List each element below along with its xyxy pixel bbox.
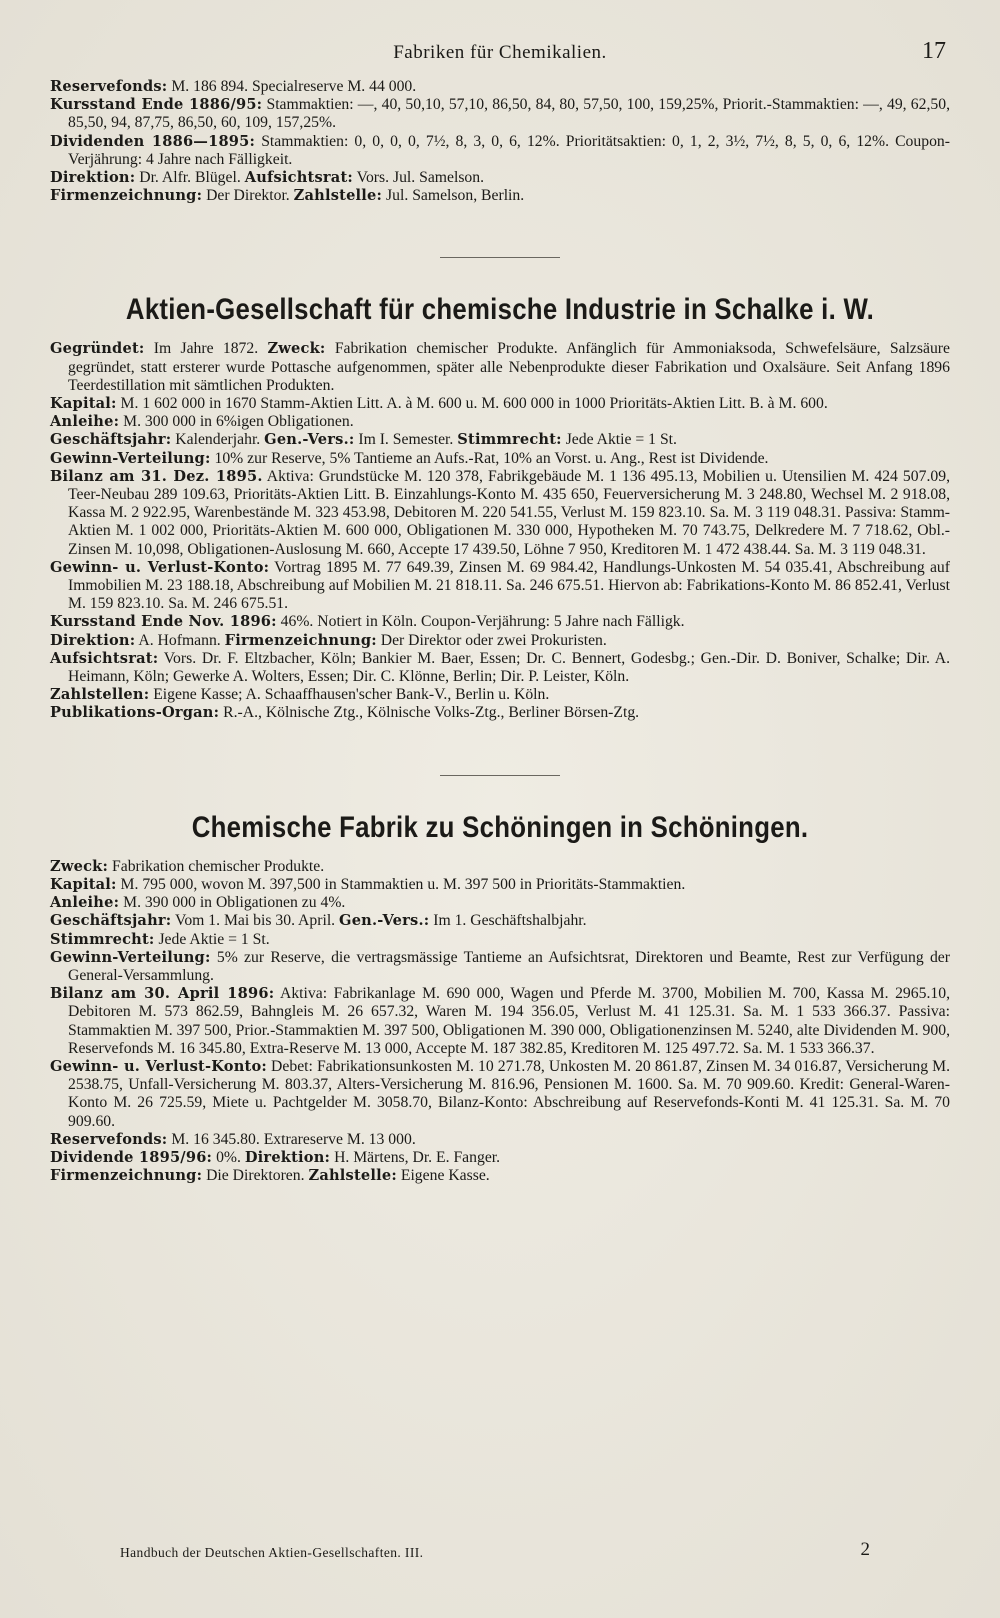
company-entries-schalke	[50, 340, 950, 722]
company-title-schalke: Aktien-Gesellschaft für chemische Industrie in Schalke i. W.	[125, 293, 875, 327]
footer-source: Handbuch der Deutschen Aktien-Gesellschaften. III.	[120, 1545, 424, 1560]
entry-kapital: Kapital: M. 1 602 000 in 1670 Stamm-Aktien Litt. A. à M. 600 u. M. 600 000 in 1000 Prioritäts-Aktien Litt. B. à M. 600.	[50, 395, 828, 413]
entry-gewinn-verlust: Gewinn- u. Verlust-Konto: Debet: Fabrikationsunkosten M. 10 271.78, Unkosten M. 20 861.87, Zinsen M. 34 016.87, Versicherung M. 2538.75, Unfall-Versicherung M. 803.37, Alters-Versicherung M. 816.96, Pensionen M. 1600. Sa. M. 70 909.60. Kredit: General-Waren-Konto M. 26 725.59, Miete u. Pachtgelder M. 3058.70, Bilanz-Konto: Abschreibung auf Reservefonds-Konti M. 41 125.31. Sa. M. 70 909.60.	[50, 1057, 950, 1130]
company-entries-schoeningen	[50, 858, 950, 1186]
entry-zahlstellen: Zahlstellen: Eigene Kasse; A. Schaaffhausen'scher Bank-V., Berlin u. Köln.	[50, 686, 550, 704]
entry-dividende: Dividende 1895/96: 0%. Direktion: H. Märtens, Dr. E. Fanger.	[50, 1148, 501, 1166]
entry-gewinn-verteilung: Gewinn-Verteilung: 10% zur Reserve, 5% Tantieme an Aufs.-Rat, 10% an Vorst. u. Ang., Rest ist Dividende.	[50, 449, 769, 467]
entry-geschaeftsjahr: Geschäftsjahr: Vom 1. Mai bis 30. April. Gen.-Vers.: Im 1. Geschäftshalbjahr.	[50, 912, 587, 930]
entry-reservefonds: Reservefonds: M. 186 894. Specialreserve M. 44 000.	[50, 78, 417, 95]
entry-gewinn-verlust: Gewinn- u. Verlust-Konto: Vortrag 1895 M. 77 649.39, Zinsen M. 69 984.42, Handlungs-Unkosten M. 54 035.41, Abschreibung auf Immobilien M. 23 188.18, Abschreibung auf Mobilien M. 21 818.11. Sa. 246 675.51. Hiervon ab: Fabrikations-Konto M. 86 852.41, Verlust M. 159 823.10. Sa. M. 246 675.51.	[50, 558, 950, 613]
entry-dividenden: Dividenden 1886—1895: Stammaktien: 0, 0, 0, 0, 7½, 8, 3, 0, 6, 12%. Prioritätsaktien: 0, 1, 2, 3½, 7½, 8, 5, 0, 6, 12%. Coupon-Verjährung: 4 Jahre nach Fälligkeit.	[50, 132, 950, 168]
entry-kursstand: Kursstand Ende 1886/95: Stammaktien: —, 40, 50,10, 57,10, 86,50, 84, 80, 57,50, 100, 159,25%, Priorit.-Stammaktien: —, 49, 62,50, 85,50, 94, 87,75, 86,50, 60, 109, 157,25%.	[50, 96, 950, 132]
entry-direktion: Direktion: A. Hofmann. Firmenzeichnung: Der Direktor oder zwei Prokuristen.	[50, 631, 607, 649]
entry-zweck: Zweck: Fabrikation chemischer Produkte.	[50, 857, 325, 875]
entry-gewinn-verteilung: Gewinn-Verteilung: 5% zur Reserve, die vertragsmässige Tantieme an Aufsichtsrat, Direktoren und Beamte, Rest zur Verfügung der General-Versammlung.	[50, 948, 950, 984]
company-title-schoeningen: Chemische Fabrik zu Schöningen in Schöningen.	[191, 810, 809, 844]
entry-aufsichtsrat: Aufsichtsrat: Vors. Dr. F. Eltzbacher, Köln; Bankier M. Baer, Essen; Dr. C. Bennert, Godesbg.; Gen.-Dir. D. Boniver, Schalke; Dir. A. Heimann, Köln; Gewerke A. Wolters, Essen; Dir. C. Klönne, Berlin; Dir. P. Leister, Köln.	[50, 649, 950, 686]
section-divider	[440, 775, 560, 776]
running-head	[50, 38, 950, 78]
page-number: 17	[922, 38, 946, 64]
page-footer	[50, 1539, 950, 1569]
top-block	[50, 78, 950, 205]
entry-stimmrecht: Stimmrecht: Jede Aktie = 1 St.	[50, 930, 270, 948]
entry-bilanz: Bilanz am 30. April 1896: Aktiva: Fabrikanlage M. 690 000, Wagen und Pferde M. 3700, Mobilien M. 700, Kassa M. 2965.10, Debitoren M. 573 862.59, Bahngleis M. 26 657.32, Waren M. 194 356.05, Verlust M. 41 125.31. Sa. M. 1 533 366.37. Passiva: Stammaktien M. 397 500, Prior.-Stammaktien M. 397 500, Obligationen M. 390 000, Obligationenzinsen M. 5240, alte Dividenden M. 900, Reservefonds M. 16 345.80, Extra-Reserve M. 13 000, Accepte M. 187 382.85, Kreditoren M. 125 497.72. Sa. M. 1 533 366.37.	[50, 985, 950, 1057]
entry-geschaeftsjahr: Geschäftsjahr: Kalenderjahr. Gen.-Vers.: Im I. Semester. Stimmrecht: Jede Aktie = 1 St.	[50, 431, 677, 449]
entry-direktion: Direktion: Dr. Alfr. Blügel. Aufsichtsrat: Vors. Jul. Samelson.	[50, 169, 485, 187]
entry-publikations-organ: Publikations-Organ: R.-A., Kölnische Ztg., Kölnische Volks-Ztg., Berliner Börsen-Ztg.	[50, 704, 640, 722]
entry-anleihe: Anleihe: M. 300 000 in 6%igen Obligationen.	[50, 413, 354, 431]
entry-bilanz: Bilanz am 31. Dez. 1895. Aktiva: Grundstücke M. 120 378, Fabrikgebäude M. 1 136 495.13, Mobilien u. Utensilien M. 424 507.09, Teer-Neubau 289 109.63, Prioritäts-Aktien Litt. B. Einzahlungs-Konto M. 435 650, Feuerversicherung M. 3 248.80, Wechsel M. 2 918.08, Kassa M. 2 922.95, Warenbestände M. 323 453.98, Debitoren M. 220 541.55, Verlust M. 159 823.10. Sa. M. 3 119 048.31. Passiva: Stamm-Aktien M. 1 002 000, Prioritäts-Aktien M. 600 000, Obligationen M. 330 000, Hypotheken M. 70 743.75, Delkredere M. 7 718.62, Obl.-Zinsen M. 10,098, Obligationen-Auslosung M. 660, Accepte 17 439.50, Löhne 7 950, Kreditoren M. 1 472 438.44. Sa. M. 3 119 048.31.	[50, 467, 950, 558]
running-title: Fabriken für Chemikalien.	[393, 42, 607, 63]
entry-gegruendet: Gegründet: Im Jahre 1872. Zweck: Fabrikation chemischer Produkte. Anfänglich für Ammoniaksoda, Schwefelsäure, Salzsäure gegründet, statt ersterer wurde Pottasche aufgenommen, später alle Nebenprodukte dieser Fabrikation und Oxalsäure. Seit Anfang 1896 Teerdestillation mit sämtlichen Produkten.	[50, 340, 950, 394]
footer-signature-number: 2	[860, 1539, 870, 1560]
entry-firmenzeichnung: Firmenzeichnung: Die Direktoren. Zahlstelle: Eigene Kasse.	[50, 1167, 490, 1185]
entry-kapital: Kapital: M. 795 000, wovon M. 397,500 in Stammaktien u. M. 397 500 in Prioritäts-Stammaktien.	[50, 875, 686, 893]
entry-anleihe: Anleihe: M. 390 000 in Obligationen zu 4%.	[50, 894, 346, 912]
entry-kursstand-1896: Kursstand Ende Nov. 1896: 46%. Notiert in Köln. Coupon-Verjährung: 5 Jahre nach Fälligk.	[50, 613, 685, 631]
entry-firmenzeichnung: Firmenzeichnung: Der Direktor. Zahlstelle: Jul. Samelson, Berlin.	[50, 187, 525, 205]
section-divider	[440, 257, 560, 258]
entry-reservefonds: Reservefonds: M. 16 345.80. Extrareserve M. 13 000.	[50, 1130, 416, 1148]
